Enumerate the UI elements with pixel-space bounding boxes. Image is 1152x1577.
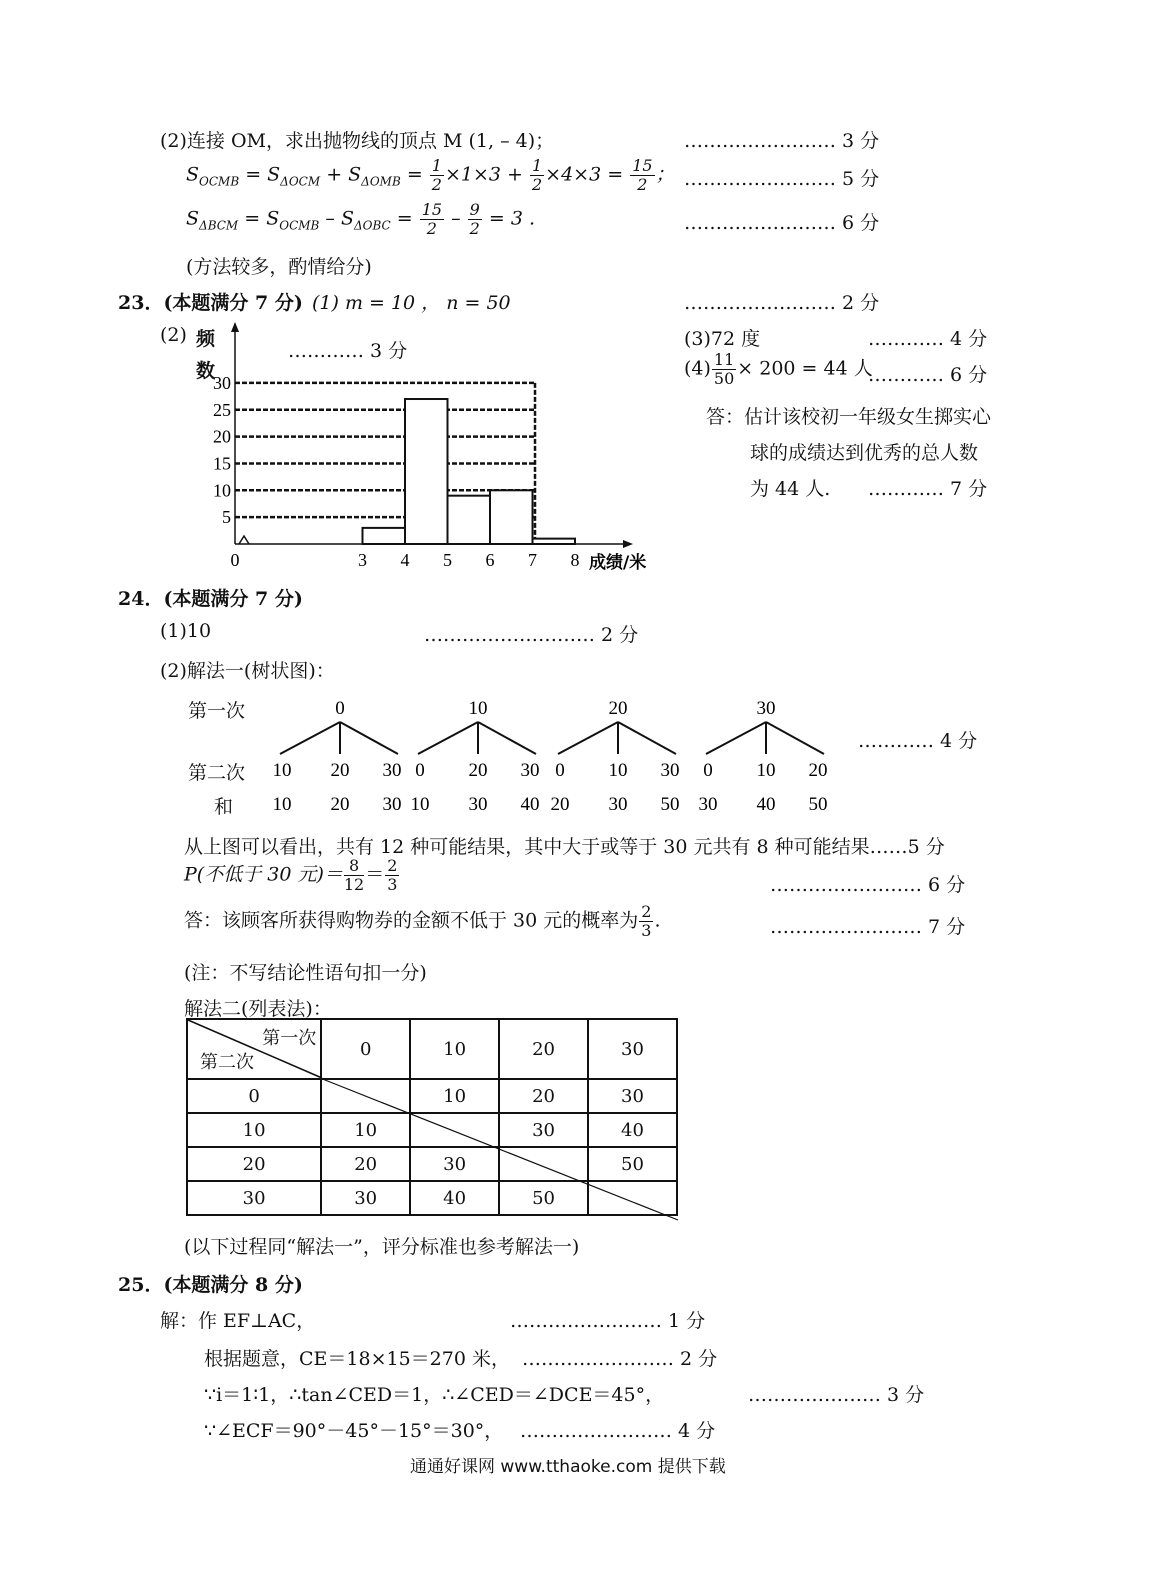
tree-branch	[706, 722, 766, 754]
y-tick-label: 5	[222, 507, 231, 528]
fraction: $\frac{8}{12}$	[343, 856, 365, 894]
tree-root-value: 10	[468, 698, 488, 719]
q25-line1: 解：作 EF⊥AC，	[160, 1310, 316, 1332]
fraction: $\frac{11}{50}$	[713, 350, 735, 388]
q23-score2: ………… 3 分	[288, 340, 408, 362]
q23-score4: ………… 6 分	[868, 364, 988, 386]
q25-score1: …………………… 1 分	[510, 1310, 706, 1332]
x-tick-label: 7	[528, 550, 537, 570]
tree-root-value: 0	[335, 698, 345, 719]
tree-child-value: 30	[382, 760, 402, 781]
x-tick-label: 4	[400, 550, 410, 570]
table-header-cell: 20	[499, 1019, 588, 1079]
x-axis-arrow	[623, 540, 633, 548]
table-corner-top: 第一次	[262, 1028, 317, 1049]
tree-child-value: 30	[660, 760, 680, 781]
table-cell: 20	[499, 1079, 588, 1113]
table-cell: 50	[499, 1181, 588, 1215]
table-header-cell: 30	[588, 1019, 677, 1079]
tree-diagram	[250, 690, 850, 820]
fraction: $\frac{1}{2}$	[431, 156, 442, 194]
y-axis-label-2: 数	[196, 360, 216, 382]
histogram-bar	[490, 490, 533, 544]
fraction: $\frac{15}{2}$	[421, 200, 443, 238]
q24-note: (注：不写结论性语句扣一分)	[184, 962, 427, 984]
tree-sum-value: 40	[756, 794, 776, 815]
y-tick-label: 20	[213, 426, 231, 447]
tree-child-value: 10	[272, 760, 292, 781]
q22-line3: $S_{\Delta BCM} = S_{OCMB} - S_{\Delta OBC}$ = $\frac{15}{2}$ – $\frac{9}{2}$ = 3 .	[186, 200, 536, 238]
tree-root-value: 20	[608, 698, 628, 719]
fraction: $\frac{1}{2}$	[531, 156, 543, 194]
y-tick-label: 25	[213, 399, 231, 420]
histogram-bar	[405, 399, 448, 544]
q24-method2: 解法二(列表法)：	[184, 998, 332, 1020]
tree-sum-value: 30	[468, 794, 488, 815]
tree-sum-value: 30	[382, 794, 402, 815]
tree-sum-value: 40	[520, 794, 540, 815]
histogram-bar	[533, 539, 576, 544]
table-cell: 20	[321, 1147, 410, 1181]
tree-sum-value: 20	[330, 794, 350, 815]
x-tick-label: 8	[570, 550, 580, 570]
q24-answer: 答：该顾客所获得购物券的金额不低于 30 元的概率为 $\frac{2}{3}$ .	[184, 902, 661, 940]
q25-score4: …………………… 4 分	[520, 1420, 716, 1442]
table-diagonal-line	[320, 1078, 678, 1220]
table-corner-bottom: 第二次	[200, 1052, 254, 1073]
q25-line2: 根据题意，CE＝18×15＝270 米，	[204, 1348, 510, 1370]
tree-branch	[280, 722, 340, 754]
q23-score1: …………………… 2 分	[684, 292, 880, 314]
y-tick-label: 10	[213, 480, 231, 501]
fraction: $\frac{15}{2}$	[632, 156, 653, 194]
table-cell: 10	[321, 1113, 410, 1147]
q22-score1: …………………… 3 分	[684, 130, 880, 152]
q23-answer-line3: 为 44 人.	[750, 478, 831, 500]
q24-heading: 24．(本题满分 7 分)	[118, 588, 303, 610]
tree-sum-value: 10	[272, 794, 292, 815]
tree-child-value: 20	[468, 760, 488, 781]
table-cell: 30	[321, 1181, 410, 1215]
q23-part3: (3)72 度	[684, 328, 761, 350]
tree-sum-label: 和	[214, 796, 234, 818]
x-tick-label: 3	[358, 550, 367, 570]
histogram-chart	[190, 320, 647, 580]
table-header-cell: 0	[321, 1019, 410, 1079]
tree-first-label: 第一次	[188, 700, 246, 722]
table-cell: 30	[410, 1147, 499, 1181]
tree-branch	[558, 722, 618, 754]
table-cell: 40	[588, 1113, 677, 1147]
tree-sum-value: 50	[660, 794, 680, 815]
q24-part2: (2)解法一(树状图)：	[160, 660, 335, 682]
table-cell: 10	[410, 1079, 499, 1113]
q25-score3: ………………… 3 分	[748, 1384, 925, 1406]
tree-sum-value: 30	[698, 794, 718, 815]
x-tick-label: 6	[485, 550, 495, 570]
q23-answer-line1: 答：估计该校初一年级女生掷实心	[706, 406, 992, 428]
tree-child-value: 0	[703, 760, 713, 781]
row-label: 20	[187, 1147, 321, 1181]
q23-part4: (4) $\frac{11}{50}$ × 200 = 44 人	[684, 350, 873, 388]
q25-line3: ∵i＝1∶1，∴tan∠CED＝1，∴∠CED＝∠DCE＝45°，	[204, 1384, 665, 1406]
tree-child-value: 10	[756, 760, 776, 781]
row-label: 0	[187, 1079, 321, 1113]
tree-child-value: 10	[608, 760, 628, 781]
histogram-bar	[363, 528, 406, 544]
q24-after-table: (以下过程同“解法一”，评分标准也参考解法一)	[184, 1236, 580, 1258]
q22-score2: …………………… 5 分	[684, 168, 880, 190]
histogram-bar	[448, 496, 491, 544]
q24-score2: ………… 4 分	[858, 730, 978, 752]
y-axis-arrow	[231, 322, 239, 332]
row-label: 10	[187, 1113, 321, 1147]
q25-line4: ∵∠ECF＝90°－45°－15°＝30°，	[204, 1420, 504, 1442]
table-cell: 30	[588, 1079, 677, 1113]
q23-answer-line2: 球的成绩达到优秀的总人数	[750, 442, 979, 464]
fraction: $\frac{9}{2}$	[469, 200, 480, 238]
table-cell: 50	[588, 1147, 677, 1181]
table-cell: 40	[410, 1181, 499, 1215]
q23-heading: 23．(本题满分 7 分)	[118, 292, 303, 314]
y-axis-label-1: 频	[196, 328, 216, 350]
fraction: $\frac{2}{3}$	[387, 856, 398, 894]
fraction: $\frac{2}{3}$	[641, 902, 652, 940]
table-cell: 30	[499, 1113, 588, 1147]
q23-score3: ………… 4 分	[868, 328, 988, 350]
tree-root-value: 30	[756, 698, 776, 719]
q24-score4: …………………… 7 分	[770, 916, 966, 938]
tree-child-value: 0	[415, 760, 425, 781]
tree-branch	[766, 722, 824, 754]
tree-branch	[618, 722, 676, 754]
y-tick-label: 30	[213, 372, 231, 393]
table-header-cell: 10	[410, 1019, 499, 1079]
tree-child-value: 0	[555, 760, 565, 781]
q25-score2: …………………… 2 分	[522, 1348, 718, 1370]
q24-part1: (1)10	[160, 620, 212, 642]
q24-score3: …………………… 6 分	[770, 874, 966, 896]
row-label: 30	[187, 1181, 321, 1215]
tree-branch	[340, 722, 398, 754]
tree-sum-value: 20	[550, 794, 570, 815]
q23-score5: ………… 7 分	[868, 478, 988, 500]
q23-part2-label: (2)	[160, 324, 187, 346]
x-tick-label: 5	[443, 550, 452, 570]
q22-score3: …………………… 6 分	[684, 212, 880, 234]
tree-second-label: 第二次	[188, 762, 246, 784]
x-tick-label: 0	[230, 550, 240, 570]
tree-child-value: 20	[330, 760, 350, 781]
q24-line-a: 从上图可以看出，共有 12 种可能结果，其中大于或等于 30 元共有 8 种可能结果……5 分	[184, 836, 945, 858]
footer-source: 通通好课网 www.tthaoke.com 提供下载	[410, 1457, 726, 1477]
tree-sum-value: 30	[608, 794, 628, 815]
q22-line2: $S_{OCMB} = S_{\Delta OCM} + S_{\Delta OMB}$ = $\frac{1}{2}$ ×1×3 + $\frac{1}{2}$ ×4×3 = $\frac{15}{2}$ ；	[186, 156, 675, 194]
x-axis-label: 成绩/米	[589, 553, 647, 573]
tree-branch	[418, 722, 478, 754]
tree-sum-value: 10	[410, 794, 430, 815]
q22-note: (方法较多，酌情给分)	[186, 256, 372, 278]
tree-sum-value: 50	[808, 794, 828, 815]
table-corner-cell	[187, 1019, 321, 1079]
q23-part1: (1) m = 10 ， n = 50	[312, 292, 511, 314]
q24-probability: P(不低于 30 元)＝ $\frac{8}{12}$ ＝ $\frac{2}{3}$	[184, 856, 398, 894]
tree-child-value: 30	[520, 760, 540, 781]
tree-child-value: 20	[808, 760, 828, 781]
q24-score1: ……………………… 2 分	[424, 624, 639, 646]
y-tick-label: 15	[213, 453, 231, 474]
q22-line1: (2)连接 OM，求出抛物线的顶点 M (1, – 4)；	[160, 130, 555, 152]
axis-break-mark	[239, 536, 249, 544]
tree-branch	[478, 722, 536, 754]
q25-heading: 25．(本题满分 8 分)	[118, 1274, 303, 1296]
